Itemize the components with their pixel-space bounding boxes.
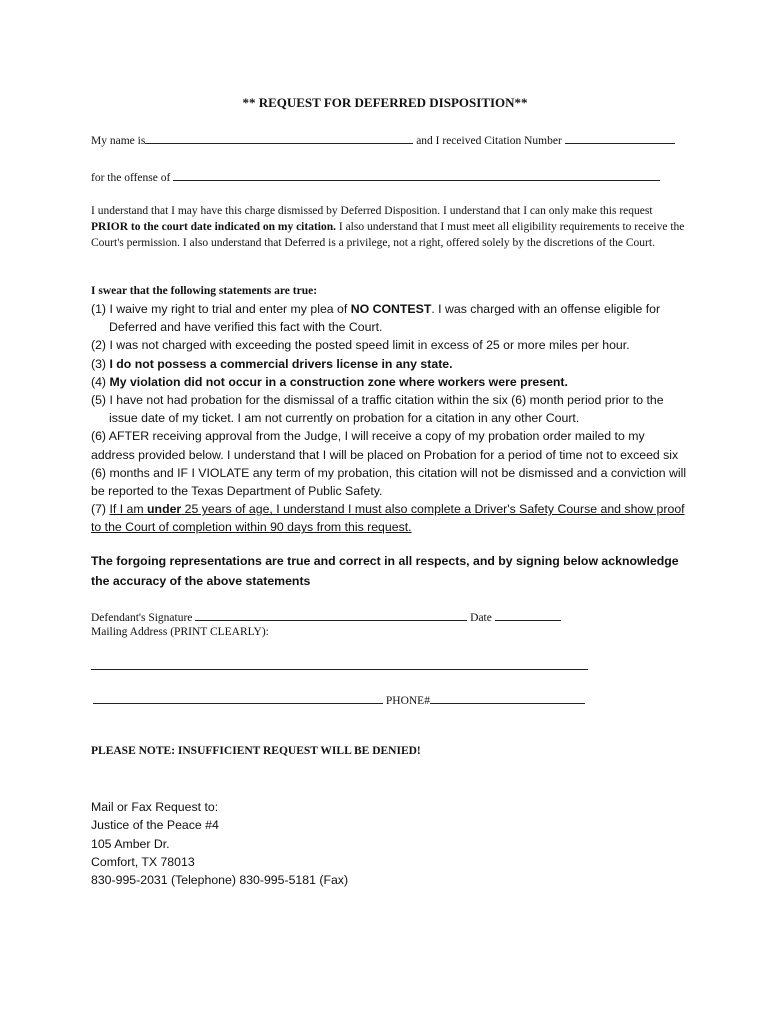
address-phone-line bbox=[93, 692, 585, 707]
name-label: My name is bbox=[91, 135, 146, 147]
signature-label: Defendant's Signature bbox=[91, 612, 196, 624]
offense-field[interactable] bbox=[173, 169, 660, 181]
date-label: Date bbox=[467, 612, 495, 624]
mail-to-block bbox=[91, 798, 491, 889]
offense-line bbox=[91, 169, 660, 184]
date-field[interactable] bbox=[495, 609, 561, 621]
statement-1: (1) I waive my right to trial and enter my plea of NO CONTEST. I was charged with an offense eligible for Deferred and have verified this fact with the Court. bbox=[91, 302, 661, 335]
swear-heading: I swear that the following statements are true: bbox=[91, 285, 318, 297]
mail-to-street: 105 Amber Dr. bbox=[91, 836, 170, 851]
intro-paragraph bbox=[91, 203, 691, 251]
statement-3: (3) I do not possess a commercial drivers license in any state. bbox=[91, 356, 453, 371]
intro-text-1: I understand that I may have this charge dismissed by Deferred Disposition. I understand that I can only make this request bbox=[91, 205, 653, 217]
intro-text-2: I also understand that I must meet all eligibility requirements to receive the Court's permission. I also understand that Deferred is a privilege, not a right, offered solely by the discretions of the Court. bbox=[91, 221, 685, 249]
signature-field[interactable] bbox=[195, 609, 467, 621]
mailing-address-label: Mailing Address (PRINT CLEARLY): bbox=[91, 626, 269, 638]
mail-to-phone: 830-995-2031 (Telephone) 830-995-5181 (Fax) bbox=[91, 873, 349, 888]
citation-label: and I received Citation Number bbox=[413, 135, 565, 147]
offense-label: for the offense of bbox=[91, 172, 174, 184]
phone-field[interactable] bbox=[430, 692, 585, 704]
signature-line bbox=[91, 609, 561, 624]
mail-to-city: Comfort, TX 78013 bbox=[91, 854, 195, 869]
statement-5: (5) I have not had probation for the dismissal of a traffic citation within the six (6) month period prior to the issue date of my ticket. I am not currently on probation for a citation in any other Court. bbox=[91, 393, 664, 426]
citation-number-field[interactable] bbox=[565, 132, 675, 144]
phone-label: PHONE# bbox=[383, 695, 430, 707]
intro-bold: PRIOR to the court date indicated on my citation. bbox=[91, 221, 336, 233]
statements-list bbox=[91, 300, 691, 537]
statement-6: (6) AFTER receiving approval from the Judge, I will receive a copy of my probation order mailed to my address provided below. I understand that I will be placed on Probation for a period of time not to exceed six (6) months and IF I VIOLATE any term of my probation, this citation will not be dismissed and a conviction will be reported to the Texas Department of Public Safety. bbox=[91, 429, 687, 499]
mail-to-court: Justice of the Peace #4 bbox=[91, 818, 219, 833]
address-line-2-field[interactable] bbox=[93, 692, 383, 704]
insufficient-note: PLEASE NOTE: INSUFFICIENT REQUEST WILL BE DENIED! bbox=[91, 745, 421, 757]
address-line-1-field[interactable] bbox=[91, 658, 588, 670]
statement-2: (2) I was not charged with exceeding the posted speed limit in excess of 25 or more miles per hour. bbox=[91, 338, 630, 353]
name-line bbox=[91, 132, 675, 147]
form-title: ** REQUEST FOR DEFERRED DISPOSITION** bbox=[242, 95, 528, 110]
statement-7: (7) If I am under 25 years of age, I understand I must also complete a Driver's Safety Course and show proof to the Court of completion within 90 days from this request. bbox=[91, 502, 685, 535]
statement-4: (4) My violation did not occur in a construction zone where workers were present. bbox=[91, 374, 568, 389]
mail-to-heading: Mail or Fax Request to: bbox=[91, 800, 219, 814]
acknowledgement: The forgoing representations are true and correct in all respects, and by signing below acknowledge the accuracy of the above statements bbox=[91, 554, 679, 588]
name-field[interactable] bbox=[145, 132, 413, 144]
